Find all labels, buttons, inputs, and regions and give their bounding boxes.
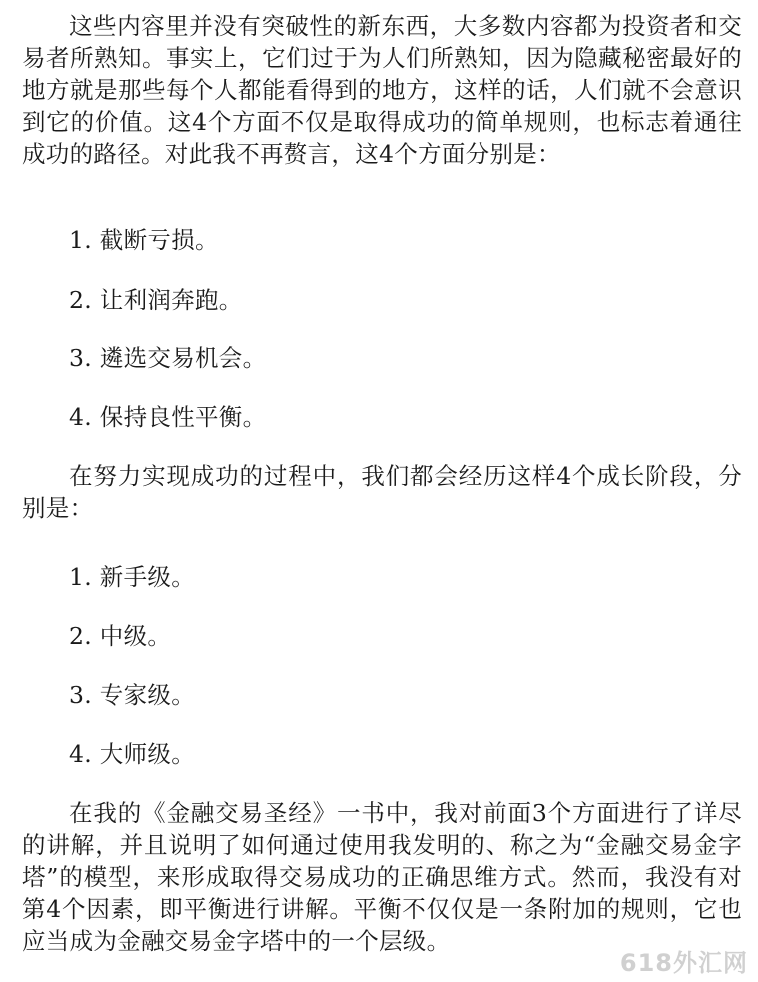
watermark-logo: 618外汇网: [619, 949, 748, 977]
list-item-stage-1: 1. 新手级。: [69, 563, 195, 591]
list-item-aspect-4: 4. 保持良性平衡。: [69, 403, 267, 431]
paragraph-intro: 这些内容里并没有突破性的新东西，大多数内容都为投资者和交易者所熟知。事实上，它们过于为人们所熟知，因为隐藏秘密最好的地方就是那些每个人都能看得到的地方，这样的话，人们就不会意识到它的价值。这4个方面不仅是取得成功的简单规则，也标志着通往成功的路径。对此我不再赘言，这4个方面分别是：: [22, 12, 742, 168]
paragraph-conclusion: 在我的《金融交易圣经》一书中，我对前面3个方面进行了详尽的讲解，并且说明了如何通过使用我发明的、称之为“金融交易金字塔”的模型，来形成取得交易成功的正确思维方式。然而，我没有对第4个因素，即平衡进行讲解。平衡不仅仅是一条附加的规则，它也应当成为金融交易金字塔中的一个层级。: [22, 799, 742, 955]
list-item-aspect-1: 1. 截断亏损。: [69, 226, 219, 254]
list-item-stage-2: 2. 中级。: [69, 622, 172, 650]
list-item-aspect-2: 2. 让利润奔跑。: [69, 286, 243, 314]
list-item-aspect-3: 3. 遴选交易机会。: [69, 344, 267, 372]
list-item-stage-3: 3. 专家级。: [69, 681, 195, 709]
paragraph-stages-intro: 在努力实现成功的过程中，我们都会经历这样4个成长阶段，分别是：: [22, 462, 742, 522]
list-item-stage-4: 4. 大师级。: [69, 740, 195, 768]
